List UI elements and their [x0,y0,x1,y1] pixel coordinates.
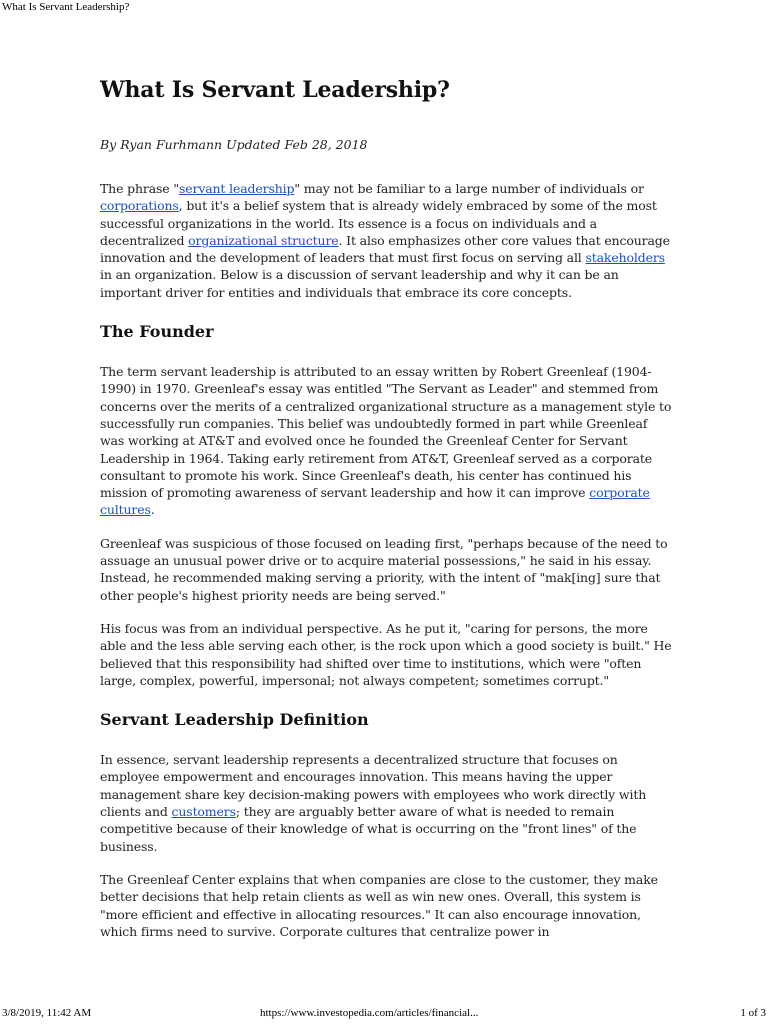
print-header-title: What Is Servant Leadership? [2,1,130,13]
founder-paragraph-1 [100,363,675,519]
footer-datetime: 3/8/2019, 11:42 AM [2,1007,92,1019]
link-customers[interactable]: customers [171,804,236,820]
link-organizational-structure[interactable]: organizational structure [188,232,339,248]
footer-url: https://www.investopedia.com/articles/financial... [260,1007,479,1019]
heading-servant-leadership-definition: Servant Leadership Definition [100,710,369,730]
definition-paragraph-1 [100,751,675,855]
article-title: What Is Servant Leadership? [100,77,450,103]
intro-text-3: , but it's a belief system that is already widely embraced by some of the most successful organizations in the world. Its essence is a focus on individuals and a decentralized [100,198,657,248]
article [100,70,675,940]
link-corporate-cultures[interactable]: corporate cultures [100,485,650,518]
intro-text-5: in an organization. Below is a discussion of servant leadership and why it can be an important driver for entities and individuals that embrace its core concepts. [100,267,619,300]
founder-p1-text: The term servant leadership is attributed to an essay written by Robert Greenleaf (1904-1990) in 1970. Greenleaf's essay was entitled "The Servant as Leader" and stemmed from concerns over the merits of a centralized organizational structure as a management style to successfully run companies. This belief was undoubtedly formed in part while Greenleaf was working at AT&T and evolved once he founded the Greenleaf Center for Servant Leadership in 1964. Taking early retirement from AT&T, Greenleaf served as a corporate consultant to promote his work. Since Greenleaf's death, his center has continued his mission of promoting awareness of servant leadership and how it can improve [100,364,672,501]
footer-page-number: 1 of 3 [740,1007,766,1019]
intro-text-1: The phrase " [100,181,179,196]
founder-paragraph-2: Greenleaf was suspicious of those focused on leading first, "perhaps because of the need to assuage an unusual power drive or to acquire material possessions," he said in his essay. Instead, he recommended making serving a priority, with the intent of "mak[ing] sure that other people's highest priority needs are being served." [100,535,668,603]
heading-the-founder: The Founder [100,322,214,342]
intro-text-4: . It also emphasizes other core values that encourage innovation and the development of leaders that must first focus on serving all [100,232,670,266]
definition-p1-text: In essence, servant leadership represents a decentralized structure that focuses on employee empowerment and encourages innovation. This means having the upper management share key decision-making powers with employees who work directly with clients and [100,752,647,820]
founder-p1-end: . [150,502,155,518]
definition-paragraph-2: The Greenleaf Center explains that when companies are close to the customer, they make better decisions that help retain clients as well as win new ones. Overall, this system is "more efficient and effective in allocating resources." It can also encourage innovation, which firms need to survive. Corporate cultures that centralize power in [100,871,658,939]
byline: By Ryan Furhmann Updated Feb 28, 2018 [100,137,368,152]
link-corporations[interactable]: corporations [100,198,179,214]
definition-p1-end: ; they are arguably better aware of what is needed to remain competitive because of their knowledge of what is occurring on the "front lines" of the business. [100,804,637,854]
intro-text-2: " may not be familiar to a large number of individuals or [294,181,644,196]
link-servant-leadership[interactable]: servant leadership [178,181,295,196]
intro-paragraph [100,180,675,301]
founder-paragraph-3: His focus was from an individual perspective. As he put it, "caring for persons, the more able and the less able serving each other, is the rock upon which a good society is built." He believed that this responsibility had shifted over time to institutions, which were "often large, complex, powerful, impersonal; not always competent; sometimes corrupt." [100,620,672,688]
link-stakeholders[interactable]: stakeholders [585,250,665,266]
print-footer [2,1007,766,1021]
